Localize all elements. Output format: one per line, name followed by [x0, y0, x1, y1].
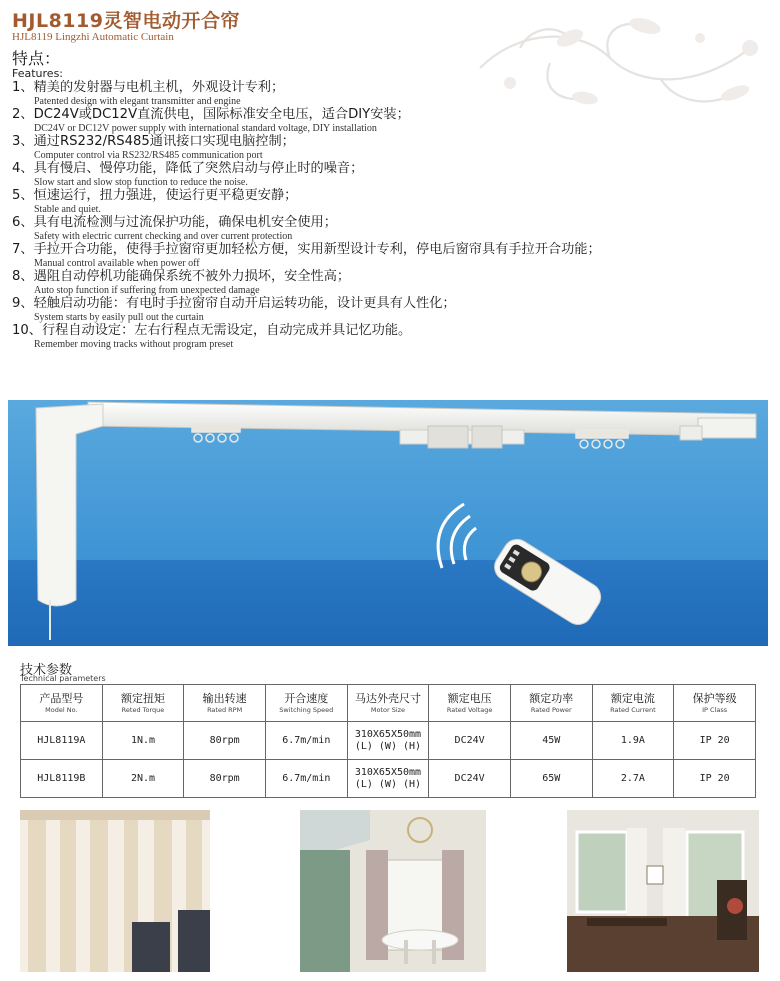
- col-size: 马达外壳尺寸 Motor Size: [347, 685, 429, 722]
- features-list: [12, 80, 772, 350]
- cell-voltage: DC24V: [429, 760, 511, 798]
- tech-heading-en: Technical parameters: [20, 674, 106, 683]
- cell-ip: IP 20: [674, 760, 756, 798]
- cell-model: HJL8119A: [21, 722, 103, 760]
- feature-item: 2、DC24V或DC12V直流供电，国际标准安全电压，适合DIY安装； DC24V or DC12V power supply with international standard voltage, DIY installation: [12, 107, 410, 134]
- col-voltage: 额定电压 Rated Voltage: [429, 685, 511, 722]
- cell-speed: 6.7m/min: [265, 760, 347, 798]
- features-heading-en: Features:: [12, 67, 64, 80]
- table-row: [21, 722, 756, 760]
- cell-model: HJL8119B: [21, 760, 103, 798]
- col-rpm: 输出转速 Rated RPM: [184, 685, 266, 722]
- cell-current: 1.9A: [592, 722, 674, 760]
- table-row: [21, 760, 756, 798]
- feature-item: 1、精美的发射器与电机主机，外观设计专利； Patented design with elegant transmitter and engine: [12, 80, 285, 107]
- feature-item: 10、行程自动设定：左右行程点无需设定，自动完成并具记忆功能。 Remember moving tracks without program preset: [12, 323, 412, 350]
- cell-size: 310X65X50mm (L) (W) (H): [347, 722, 429, 760]
- features-heading: 特点：: [12, 49, 61, 68]
- feature-item: 3、通过RS232/RS485通讯接口实现电脑控制； Computer control via RS232/RS485 communication port: [12, 134, 295, 161]
- feature-item: 6、具有电流检测与过流保护功能，确保电机安全使用； Safety with electric current checking and over current protection: [12, 215, 337, 242]
- table-header-row: [21, 685, 756, 722]
- cell-ip: IP 20: [674, 722, 756, 760]
- product-image: [8, 400, 768, 646]
- cell-voltage: DC24V: [429, 722, 511, 760]
- photo-study-room: [567, 810, 759, 972]
- cell-torque: 1N.m: [102, 722, 184, 760]
- cell-torque: 2N.m: [102, 760, 184, 798]
- cell-power: 65W: [510, 760, 592, 798]
- photo-dining-room: [300, 810, 486, 972]
- cell-rpm: 80rpm: [184, 722, 266, 760]
- photo-curtain-room: [20, 810, 210, 972]
- col-torque: 额定扭矩 Reted Torque: [102, 685, 184, 722]
- cell-speed: 6.7m/min: [265, 722, 347, 760]
- cell-current: 2.7A: [592, 760, 674, 798]
- feature-item: 7、手拉开合功能，使得手拉窗帘更加轻松方便，实用新型设计专利，停电后窗帘具有手拉开合功能； Manual control available when power off: [12, 242, 601, 269]
- feature-item: 8、遇阻自动停机功能确保系统不被外力损坏，安全性高； Auto stop function if suffering from unexpected damage: [12, 269, 351, 296]
- col-speed: 开合速度 Switching Speed: [265, 685, 347, 722]
- col-power: 额定功率 Rated Power: [510, 685, 592, 722]
- col-current: 额定电流 Rated Current: [592, 685, 674, 722]
- spec-table: [20, 684, 756, 798]
- feature-item: 4、具有慢启、慢停功能，降低了突然启动与停止时的噪音； Slow start and slow stop function to reduce the noise.: [12, 161, 364, 188]
- page-subtitle: HJL8119 Lingzhi Automatic Curtain: [12, 31, 174, 43]
- tech-heading: 技术参数: [20, 663, 73, 678]
- col-model: 产品型号 Model No.: [21, 685, 103, 722]
- feature-item: 9、轻触启动功能：有电时手拉窗帘自动开启运转功能，设计更具有人性化； System starts by easily pull out the curtain: [12, 296, 456, 323]
- cell-size: 310X65X50mm (L) (W) (H): [347, 760, 429, 798]
- feature-item: 5、恒速运行，扭力强进，使运行更平稳更安静； Stable and quiet.: [12, 188, 298, 215]
- cell-power: 45W: [510, 722, 592, 760]
- cell-rpm: 80rpm: [184, 760, 266, 798]
- col-ip: 保护等级 IP Class: [674, 685, 756, 722]
- page-title: HJL8119灵智电动开合帘: [12, 10, 240, 32]
